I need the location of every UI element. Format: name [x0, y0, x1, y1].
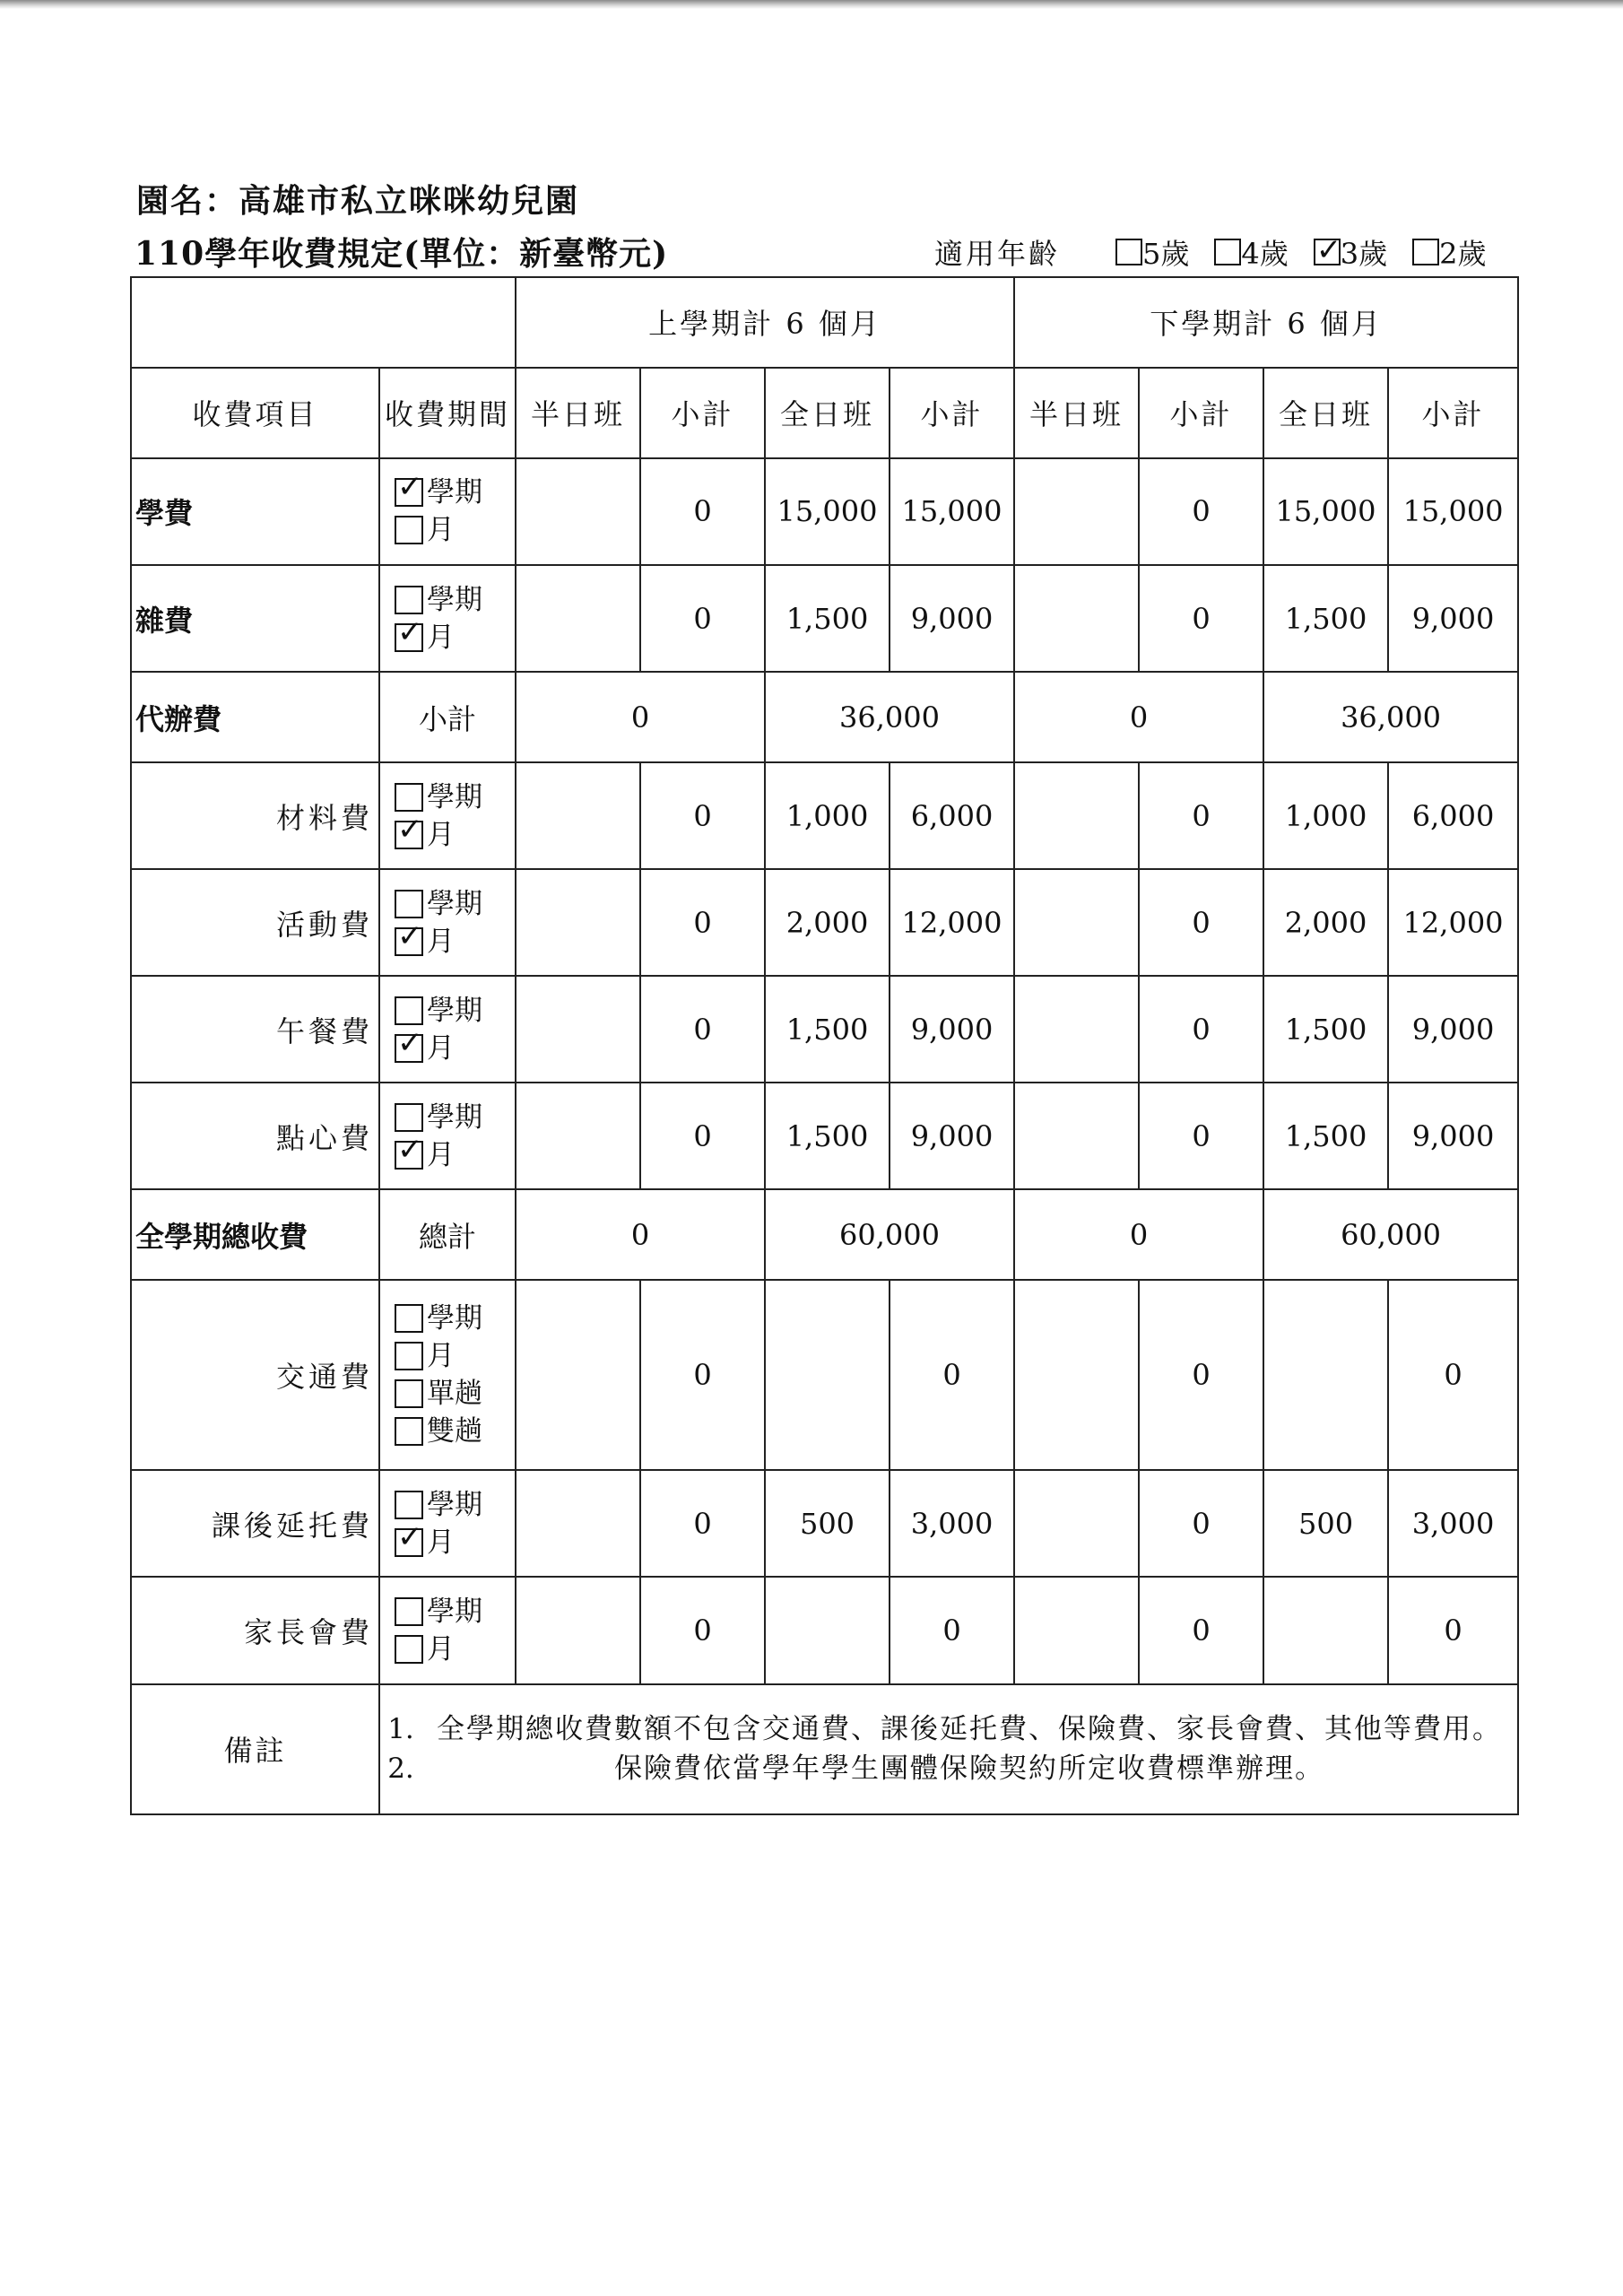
period-checkbox[interactable] — [395, 1379, 423, 1408]
note-item — [380, 1711, 1517, 1747]
period-option[interactable] — [395, 1490, 482, 1520]
period-checkbox[interactable] — [395, 1141, 423, 1170]
semester-header-row — [131, 277, 1518, 368]
period-option-label: 月 — [427, 621, 455, 654]
fee-item-name: 代辦費 — [131, 672, 379, 762]
age-option-label: 4歲 — [1241, 237, 1289, 271]
column-header: 收費項目 — [131, 368, 379, 458]
fee-value: 6,000 — [1388, 762, 1518, 869]
period-option[interactable] — [395, 1102, 482, 1133]
period-option[interactable] — [395, 1596, 482, 1627]
column-header: 全日班 — [765, 368, 890, 458]
blank-header-cell — [131, 277, 516, 368]
fee-value: 15,000 — [765, 458, 890, 565]
fee-value: 3,000 — [1388, 1470, 1518, 1577]
period-option[interactable] — [395, 1140, 455, 1170]
note-text: 保險費依當學年學生團體保險契約所定收費標準辦理。 — [614, 1752, 1325, 1786]
period-option-label: 學期 — [427, 1302, 482, 1335]
period-checkbox[interactable] — [395, 1635, 423, 1664]
summary-value: 0 — [516, 1189, 765, 1280]
fee-value: 0 — [640, 1577, 765, 1683]
period-option[interactable] — [395, 996, 482, 1026]
period-cell — [379, 1280, 516, 1470]
period-cell — [379, 1083, 516, 1189]
fee-value: 0 — [1388, 1577, 1518, 1683]
fee-value: 0 — [640, 869, 765, 976]
fee-value: 9,000 — [1388, 565, 1518, 672]
scan-edge — [0, 0, 1623, 9]
fee-value — [1014, 1470, 1139, 1577]
fee-row — [131, 869, 1518, 976]
fee-value: 0 — [1139, 1470, 1263, 1577]
fee-value — [1014, 458, 1139, 565]
fee-item-name: 材料費 — [131, 762, 379, 869]
period-checkbox[interactable] — [395, 821, 423, 849]
summary-value: 0 — [516, 672, 765, 762]
fee-value: 0 — [890, 1577, 1014, 1683]
period-checkbox[interactable] — [395, 1417, 423, 1446]
summary-value: 60,000 — [765, 1189, 1014, 1280]
fee-item-name: 雜費 — [131, 565, 379, 672]
period-option[interactable] — [395, 1527, 455, 1558]
fee-value: 0 — [640, 1083, 765, 1189]
age-label: 適用年齡 — [934, 237, 1061, 271]
period-checkbox[interactable] — [395, 586, 423, 614]
fee-value: 1,500 — [765, 1083, 890, 1189]
period-checkbox[interactable] — [395, 478, 423, 507]
fee-value — [1014, 976, 1139, 1083]
fee-value: 12,000 — [1388, 869, 1518, 976]
period-options — [380, 1102, 515, 1170]
period-option[interactable] — [395, 622, 455, 653]
period-option-label: 學期 — [427, 583, 482, 616]
semester-header: 下學期計 6 個月 — [1014, 277, 1518, 368]
fee-value — [1263, 1577, 1388, 1683]
fee-value: 0 — [640, 762, 765, 869]
fee-value: 1,500 — [765, 976, 890, 1083]
period-option[interactable] — [395, 515, 455, 545]
period-option-label: 月 — [427, 514, 455, 547]
notes-label: 備註 — [131, 1684, 379, 1814]
period-option-label: 學期 — [427, 887, 482, 920]
fee-value: 9,000 — [890, 1083, 1014, 1189]
period-options — [380, 1596, 515, 1665]
period-option[interactable] — [395, 1416, 482, 1447]
summary-value: 36,000 — [1263, 672, 1518, 762]
fee-value — [765, 1280, 890, 1470]
summary-value: 0 — [1014, 672, 1263, 762]
fee-row — [131, 1280, 1518, 1470]
fee-value: 12,000 — [890, 869, 1014, 976]
fee-row — [131, 762, 1518, 869]
period-checkbox[interactable] — [395, 1491, 423, 1519]
fee-value: 0 — [1388, 1280, 1518, 1470]
period-option-label: 月 — [427, 1526, 455, 1559]
period-option[interactable] — [395, 585, 482, 615]
fee-value: 0 — [640, 1470, 765, 1577]
fee-value: 0 — [1139, 565, 1263, 672]
age-option[interactable] — [1314, 231, 1387, 273]
fee-value — [516, 1083, 640, 1189]
fee-value — [516, 565, 640, 672]
fee-value: 1,500 — [765, 565, 890, 672]
fee-value — [765, 1577, 890, 1683]
summary-label: 小計 — [379, 672, 516, 762]
fee-value: 9,000 — [890, 565, 1014, 672]
fee-row — [131, 1083, 1518, 1189]
age-option-label: 3歲 — [1340, 237, 1388, 271]
fee-value: 0 — [1139, 869, 1263, 976]
age-option[interactable] — [1214, 231, 1288, 273]
period-cell — [379, 565, 516, 672]
applicable-age — [934, 231, 1487, 273]
age-option-label: 2歲 — [1439, 237, 1487, 271]
fee-value: 0 — [640, 976, 765, 1083]
fee-value — [516, 976, 640, 1083]
age-checkbox[interactable] — [1214, 239, 1241, 265]
period-option[interactable] — [395, 1378, 482, 1409]
fee-value: 0 — [640, 1280, 765, 1470]
fee-item-name: 全學期總收費 — [131, 1189, 379, 1280]
fee-value: 1,000 — [1263, 762, 1388, 869]
fee-value: 500 — [1263, 1470, 1388, 1577]
age-checkbox[interactable] — [1314, 239, 1341, 265]
period-options — [380, 1303, 515, 1447]
period-option-label: 雙趟 — [427, 1415, 482, 1448]
period-checkbox[interactable] — [395, 927, 423, 956]
fee-value: 9,000 — [1388, 1083, 1518, 1189]
fee-item-name: 點心費 — [131, 1083, 379, 1189]
period-cell — [379, 976, 516, 1083]
fee-value — [1014, 1280, 1139, 1470]
summary-value: 36,000 — [765, 672, 1014, 762]
period-checkbox[interactable] — [395, 890, 423, 918]
period-option[interactable] — [395, 926, 455, 957]
period-cell — [379, 1577, 516, 1683]
period-option-label: 學期 — [427, 1488, 482, 1521]
notes-content — [379, 1684, 1518, 1814]
period-cell — [379, 1470, 516, 1577]
note-text: 全學期總收費數額不包含交通費、課後延托費、保險費、家長會費、其他等費用。 — [437, 1713, 1503, 1746]
column-header-row — [131, 368, 1518, 458]
period-checkbox[interactable] — [395, 1034, 423, 1063]
fee-value: 500 — [765, 1470, 890, 1577]
period-checkbox[interactable] — [395, 1528, 423, 1557]
fee-value: 1,500 — [1263, 976, 1388, 1083]
period-checkbox[interactable] — [395, 1597, 423, 1626]
fee-value — [516, 1577, 640, 1683]
fee-value: 1,000 — [765, 762, 890, 869]
fee-item-name: 交通費 — [131, 1280, 379, 1470]
fee-value — [1014, 762, 1139, 869]
period-cell — [379, 869, 516, 976]
period-checkbox[interactable] — [395, 623, 423, 652]
period-option[interactable] — [395, 1634, 455, 1665]
fee-title: 110學年收費規定(單位：新臺幣元) — [135, 235, 669, 273]
period-options — [380, 889, 515, 957]
fee-item-name: 課後延托費 — [131, 1470, 379, 1577]
age-option-label: 5歲 — [1142, 237, 1190, 271]
column-header: 小計 — [1388, 368, 1518, 458]
period-option[interactable] — [395, 477, 482, 508]
period-checkbox[interactable] — [395, 1304, 423, 1333]
fee-value: 0 — [1139, 1083, 1263, 1189]
period-option-label: 學期 — [427, 1596, 482, 1629]
note-number: 2. — [387, 1752, 414, 1786]
age-option[interactable] — [1115, 231, 1189, 273]
period-options — [380, 1490, 515, 1558]
fee-value: 0 — [1139, 1280, 1263, 1470]
fee-value: 0 — [1139, 1577, 1263, 1683]
fee-value: 0 — [890, 1280, 1014, 1470]
period-checkbox[interactable] — [395, 516, 423, 544]
period-checkbox[interactable] — [395, 783, 423, 812]
fee-value: 1,500 — [1263, 1083, 1388, 1189]
semester-header: 上學期計 6 個月 — [516, 277, 1014, 368]
period-option-label: 單趟 — [427, 1378, 482, 1411]
summary-label: 總計 — [379, 1189, 516, 1280]
age-checkbox[interactable] — [1115, 239, 1142, 265]
fee-row — [131, 565, 1518, 672]
period-option-label: 月 — [427, 925, 455, 958]
fee-value: 0 — [1139, 976, 1263, 1083]
summary-value: 0 — [1014, 1189, 1263, 1280]
fee-value: 0 — [1139, 458, 1263, 565]
period-options — [380, 477, 515, 545]
summary-value: 60,000 — [1263, 1189, 1518, 1280]
fee-value: 15,000 — [890, 458, 1014, 565]
fee-row — [131, 458, 1518, 565]
period-option-label: 學期 — [427, 476, 482, 509]
summary-row — [131, 1189, 1518, 1280]
fee-table — [130, 276, 1519, 1815]
period-cell — [379, 762, 516, 869]
fee-value: 2,000 — [1263, 869, 1388, 976]
age-checkbox[interactable] — [1412, 239, 1439, 265]
fee-item-name: 午餐費 — [131, 976, 379, 1083]
period-option[interactable] — [395, 1341, 455, 1371]
fee-value: 2,000 — [765, 869, 890, 976]
fee-item-name: 活動費 — [131, 869, 379, 976]
period-option-label: 月 — [427, 1340, 455, 1373]
fee-value: 9,000 — [1388, 976, 1518, 1083]
period-option[interactable] — [395, 1303, 482, 1334]
column-header: 半日班 — [516, 368, 640, 458]
fee-value: 15,000 — [1388, 458, 1518, 565]
fee-value — [1014, 869, 1139, 976]
fee-value — [516, 1280, 640, 1470]
fee-value — [1263, 1280, 1388, 1470]
fee-item-name: 學費 — [131, 458, 379, 565]
fee-value: 3,000 — [890, 1470, 1014, 1577]
period-option-label: 月 — [427, 1633, 455, 1666]
column-header: 收費期間 — [379, 368, 516, 458]
fee-value: 0 — [640, 458, 765, 565]
period-option[interactable] — [395, 1033, 455, 1064]
column-header: 小計 — [640, 368, 765, 458]
column-header: 全日班 — [1263, 368, 1388, 458]
period-option-label: 月 — [427, 818, 455, 851]
fee-value — [1014, 565, 1139, 672]
period-checkbox[interactable] — [395, 1342, 423, 1370]
fee-value — [1014, 1083, 1139, 1189]
column-header: 小計 — [1139, 368, 1263, 458]
note-item — [380, 1751, 1517, 1787]
summary-row — [131, 672, 1518, 762]
age-option[interactable] — [1412, 231, 1486, 273]
fee-row — [131, 1470, 1518, 1577]
fee-row — [131, 1577, 1518, 1683]
column-header: 小計 — [890, 368, 1014, 458]
fee-item-name: 家長會費 — [131, 1577, 379, 1683]
fee-value — [516, 869, 640, 976]
fee-value — [516, 762, 640, 869]
fee-value: 9,000 — [890, 976, 1014, 1083]
period-option[interactable] — [395, 889, 482, 919]
period-option-label: 月 — [427, 1138, 455, 1171]
period-checkbox[interactable] — [395, 1103, 423, 1132]
kindergarten-name: 園名：高雄市私立咪咪幼兒園 — [136, 182, 580, 220]
period-cell — [379, 458, 516, 565]
period-option-label: 月 — [427, 1031, 455, 1065]
period-option[interactable] — [395, 782, 482, 813]
fee-value: 1,500 — [1263, 565, 1388, 672]
fee-value — [1014, 1577, 1139, 1683]
fee-value — [516, 1470, 640, 1577]
fee-row — [131, 976, 1518, 1083]
period-options — [380, 585, 515, 653]
fee-value: 15,000 — [1263, 458, 1388, 565]
column-header: 半日班 — [1014, 368, 1139, 458]
period-checkbox[interactable] — [395, 996, 423, 1025]
period-option-label: 學期 — [427, 1100, 482, 1134]
notes-row — [131, 1684, 1518, 1814]
period-option-label: 學期 — [427, 994, 482, 1027]
fee-value: 6,000 — [890, 762, 1014, 869]
note-number: 1. — [387, 1713, 414, 1746]
fee-value — [516, 458, 640, 565]
period-options — [380, 996, 515, 1064]
period-option-label: 學期 — [427, 780, 482, 813]
period-options — [380, 782, 515, 850]
fee-value: 0 — [640, 565, 765, 672]
period-option[interactable] — [395, 820, 455, 850]
fee-value: 0 — [1139, 762, 1263, 869]
